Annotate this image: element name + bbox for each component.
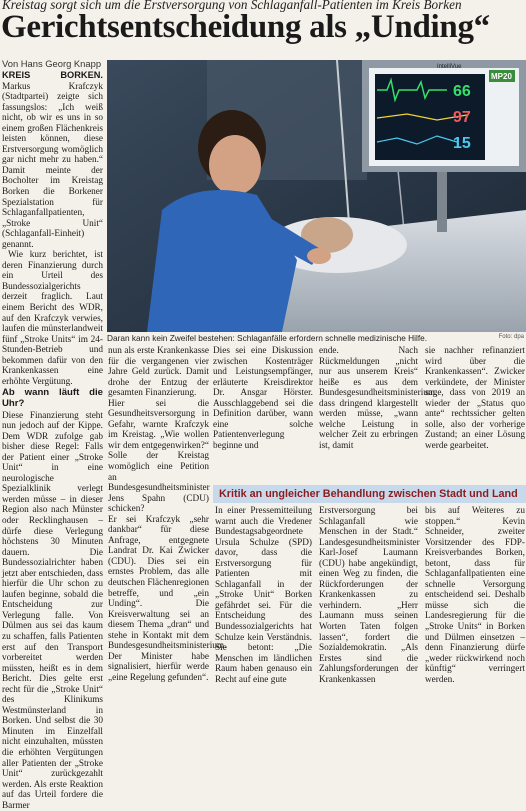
kicker: Kreistag sorgt sich um die Erstversorgung von Schlaganfall-Patienten im Kreis Borken bbox=[2, 0, 522, 13]
monitor-brand: IntelliVue bbox=[437, 64, 462, 70]
byline: Von Hans Georg Knapp bbox=[2, 58, 101, 69]
col1-paragraph-1: Markus Krafczyk (Stadtpartei) zeigte sich fassungslos: „Ich weiß nicht, ob wir es uns in so einem großen Flächenkreis leisten können, diese Erstversorgung womöglich gar nicht mehr zu haben.“ Damit meinte der Bocholter im Kreistag Borken die Borkener Spezialstation für Schlaganfallpatienten, „Stroke Unit“ (Schlaganfall-Einheit) genannt. bbox=[2, 82, 103, 250]
col1-paragraph-3: Diese Finanzierung steht nun jedoch auf der Kippe. Dem WDR zufolge gab bisher diese Regel: Falls der Patient einer „Stroke Unit“ in eine neurologische Spezialklinik verlegt werden müsse – in dieser Region also nach Münster oder Recklinghausen – dürfe diese Verlegung höchstens 30 Minuten dauern. Die Bundessozialrichter haben jetzt aber entschieden, dass hierfür die Uhr schon zu laufen beginne, sobald die Entscheidung zur Verlegung falle. Von Dülmen aus sei das kaum zu schaffen, falls Patienten erst auf den Transport vorbereitet werden müssten, heißt es in dem Bericht. Dies gelte erst recht für die „Stroke Unit“ des Klinikums Westmünsterland in Borken. Und selbst die 30 Minuten im Einzelfall nicht einzuhalten, müssten die erhöhten Vergütungen aller Patienten der „Stroke Unit“ zurückgezahlt werden. Als erste Reaktion auf das Urteil fordere die Barmer bbox=[2, 411, 103, 811]
article-column-1 bbox=[2, 70, 103, 584]
box-col2-text: Erstversorgung bei Schlaganfall wie Menschen in der Stadt.“ Landesgesundheitsminister Karl-Josef Laumann (CDU) habe angekündigt, einen Weg zu finden, die Rückforderungen der Krankenkassen zu verhindern. „Herr Laumann muss seinen Worten Taten folgen lassen“, fordert die Sozialdemokratin. „Als Erstes sind die Zahlungsforderungen der Krankenkassen bbox=[319, 506, 418, 685]
box-column-1 bbox=[215, 506, 312, 584]
spo2-reading: 97 bbox=[453, 109, 471, 126]
box-column-2 bbox=[319, 506, 418, 584]
headline: Gerichtsentscheidung als „Unding“ bbox=[1, 6, 525, 48]
col3-text: Dies sei eine Diskussion zwischen Kostenträger und Leistungsempfänger, erläuterte Kreisdirektor Dr. Ansgar Hörster. Ausschlaggebend sei die Definition darüber, wann eine solche Patientenverlegung beginne und bbox=[213, 346, 313, 451]
article-column-2 bbox=[108, 346, 209, 584]
box-col3-text: bis auf Weiteres zu stoppen.“ Kevin Schneider, zweiter Vorsitzender des FDP-Kreisverbandes Borken, betont, dass für Schlaganfallpatienten eine schnelle Versorgung entscheidend sei. Deshalb müsse sich die Landesregierung für die „Stroke Units“ in Borken und Dülmen einsetzen – denn Finanzierung dürfe „weder rückwirkend noch künftig“ verringert werden. bbox=[425, 506, 525, 685]
hospital-photo bbox=[107, 60, 526, 332]
col4-text: ende. Nach Rückmeldungen „nicht nur aus unserem Kreis“ heiße es aus dem Bundesgesundheitsministerium, dass dringend klargestellt werden müsse, „wann welche Leistung in welcher Zeit zu erbringen ist, damit bbox=[319, 346, 418, 451]
article-column-3 bbox=[213, 346, 313, 481]
monitor-model: MP20 bbox=[491, 72, 512, 81]
box-column-3 bbox=[425, 506, 525, 584]
dateline: KREIS BORKEN. bbox=[2, 70, 103, 80]
col2-text: nun als erste Krankenkasse für die vergangenen vier Jahre Geld zurück. Damit drohe der Entzug der gesamten Finanzierung. Hier sei die Gesundheitsversorgung in Gefahr, warnte Krafczyk im Kreistag. „Wie wollen wir dem entgegenwirken?“ Solle der Kreistag womöglich eine Petition an Bundesgesundheitsminister Jens Spahn (CDU) schicken? Er sei Krafczyk „sehr dankbar“ für diese Anfrage, entgegnete Landrat Dr. Kai Zwicker (CDU). Dies sei ein ernstes Problem, das alle deutschen Flächenregionen betreffe, und „ein Unding“. Die Kreisverwaltung sei an diesem Thema „dran“ und stehe in Kontakt mit dem Bundesgesundheitsministerium. Der Minister habe signalisiert, hierfür werde „eine Regelung gefunden“. bbox=[108, 346, 209, 684]
photo-credit: Foto: dpa bbox=[499, 334, 524, 340]
caption-text: Daran kann kein Zweifel bestehen: Schlaganfälle erfordern schnelle medizinische Hilfe. bbox=[107, 333, 427, 343]
article-column-5 bbox=[425, 346, 525, 481]
box-title: Kritik an ungleicher Behandlung zwischen Stadt und Land bbox=[213, 485, 526, 503]
resp-reading: 15 bbox=[453, 135, 471, 152]
article-photo bbox=[107, 60, 526, 332]
box-col1-text: In einer Pressemitteilung warnt auch die Vredener Bundestagsabgeordnete Ursula Schulze (SPD) davor, dass die Erstversorgung für Patienten mit Schlaganfall in der „Stroke Unit“ Borken gefährdet sei. Für die Entscheidung des Bundessozialgerichts hat Schulze kein Verständnis. Sie betont: „Die Menschen im ländlichen Raum haben genauso ein Recht auf eine gute bbox=[215, 506, 312, 685]
col5-text: sie nachher refinanziert wird über die Krankenkassen“. Zwicker verkündete, der Minister sage, dass von 2019 an wieder der „Status quo ante“ rechtssicher gelten solle, also der vorherige Zustand; an einer Lösung werde gearbeitet. bbox=[425, 346, 525, 451]
article-column-4 bbox=[319, 346, 418, 481]
col1-paragraph-2: Wie kurz berichtet, ist deren Finanzierung durch ein Urteil des Bundessozialgerichts derzeit fraglich. Laut einem Bericht des WDR, auf den Krafczyk verwies, laufen die münsterlandweit fünf „Stroke Units“ im 24-Stunden-Betrieb und bekommen dafür von den Krankenkassen eine erhöhte Vergütung. bbox=[2, 250, 103, 387]
subhead: Ab wann läuft die Uhr? bbox=[2, 388, 103, 409]
heart-rate-reading: 66 bbox=[453, 83, 471, 100]
photo-caption bbox=[107, 333, 526, 343]
